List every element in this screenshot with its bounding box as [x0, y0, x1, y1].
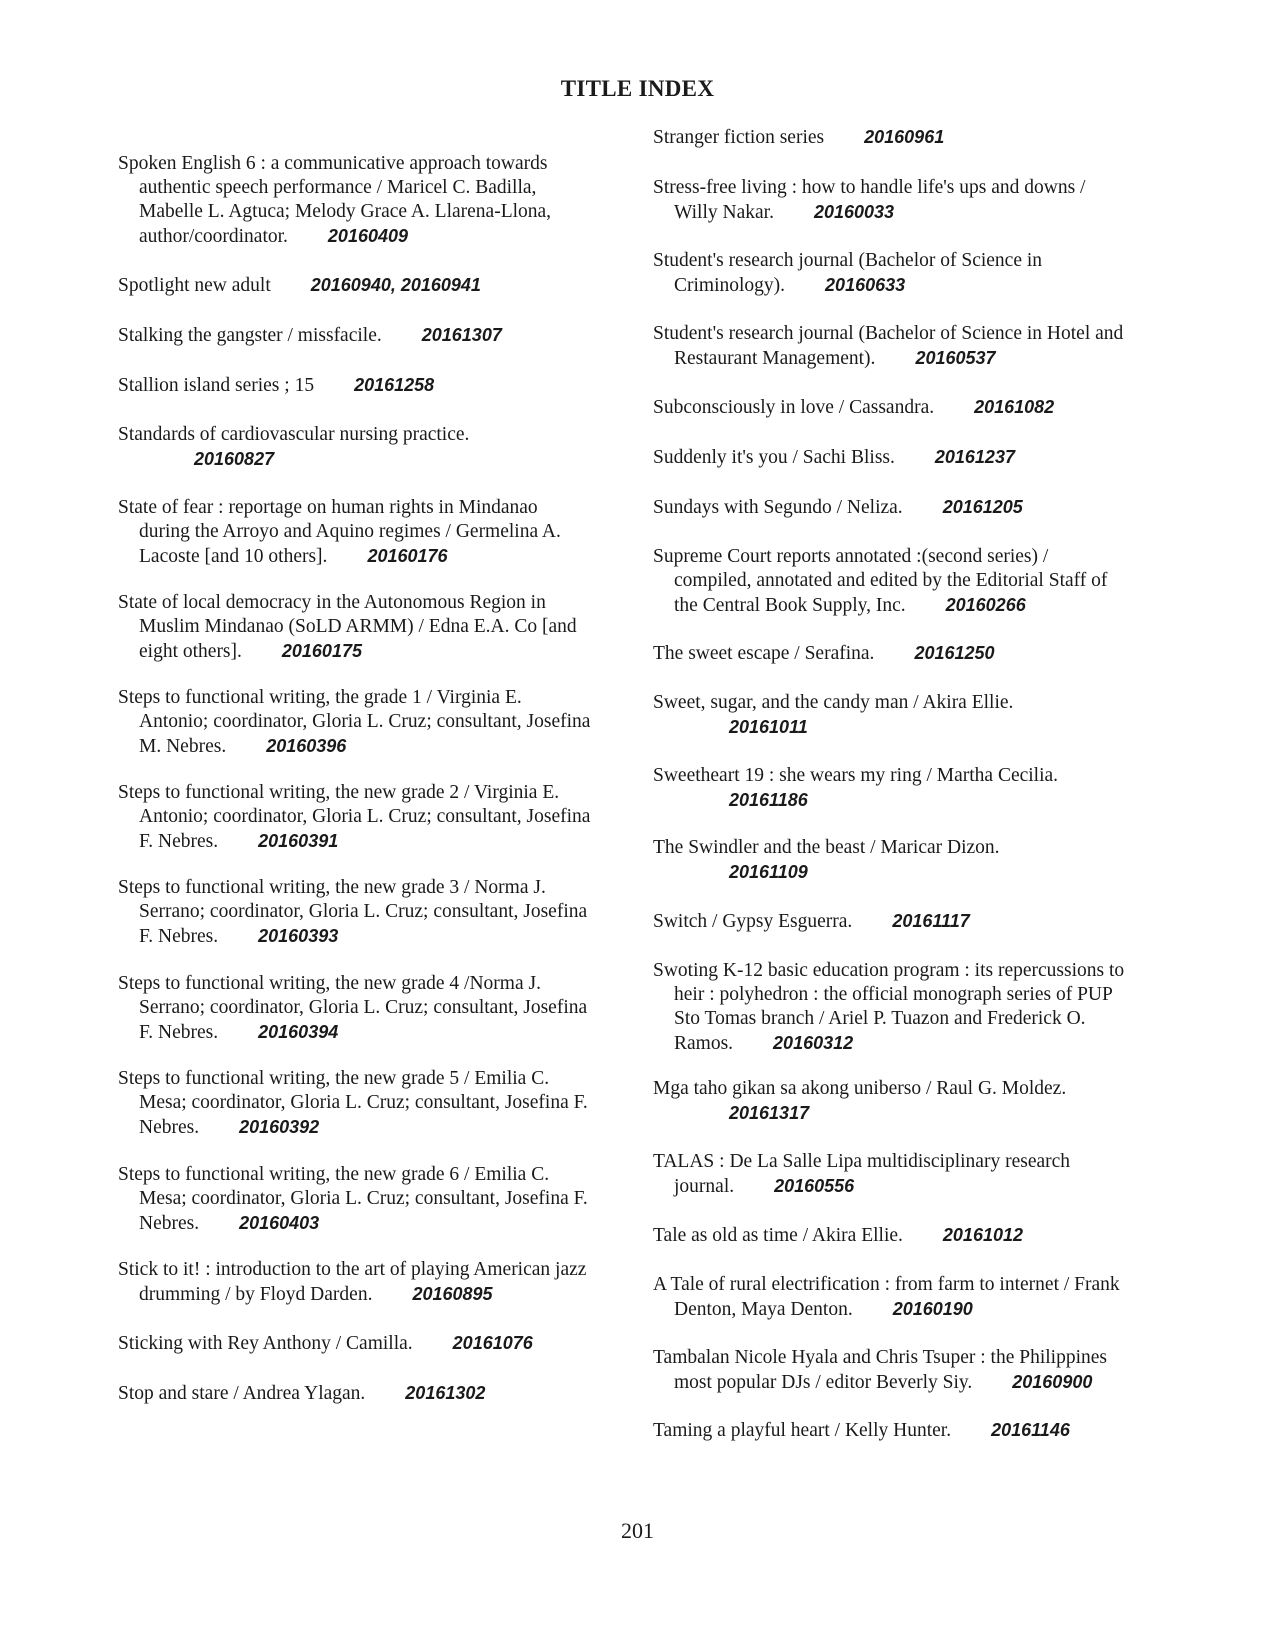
- entry-record-number: 20161205: [942, 497, 1023, 517]
- entry-title-text: Subconsciously in love / Cassandra.: [653, 397, 935, 418]
- index-entry: [653, 836, 1173, 885]
- entry-text-line: [118, 639, 628, 664]
- entry-text-line: [118, 152, 628, 176]
- entry-text-line: [118, 544, 628, 569]
- entry-record-number: 20161109: [729, 862, 808, 882]
- entry-text-line: [653, 1031, 1173, 1056]
- entry-text-line: [653, 1007, 1173, 1031]
- entry-text-line: [653, 322, 1173, 346]
- entry-record-number: 20160396: [266, 736, 347, 756]
- entry-title-text: The Swindler and the beast / Maricar Dizon.: [653, 837, 1000, 858]
- entry-title-text: Mesa; coordinator, Gloria L. Cruz; consultant, Josefina F.: [139, 1188, 588, 1209]
- entry-record-number: 20161186: [729, 790, 808, 810]
- index-entry: [118, 1381, 628, 1406]
- entry-title-text: Stop and stare / Andrea Ylagan.: [118, 1383, 366, 1404]
- index-entry: [653, 445, 1173, 470]
- entry-title-text: F. Nebres.: [139, 1022, 219, 1043]
- entry-title-text: Sweetheart 19 : she wears my ring / Martha Cecilia.: [653, 765, 1059, 786]
- entry-text-line: [653, 346, 1173, 371]
- entry-title-text: Tale as old as time / Akira Ellie.: [653, 1225, 903, 1246]
- entry-title-text: Criminology).: [674, 275, 786, 296]
- entry-text-line: [653, 1077, 1173, 1101]
- entry-title-text: A Tale of rural electrification : from farm to internet / Frank: [653, 1274, 1120, 1295]
- entry-title-text: F. Nebres.: [139, 926, 219, 947]
- entry-title-text: The sweet escape / Serafina.: [653, 643, 875, 664]
- entry-title-text: Stick to it! : introduction to the art of playing American jazz: [118, 1259, 587, 1280]
- entry-text-line: [118, 805, 628, 829]
- entry-record-number: 20160266: [945, 595, 1026, 615]
- entry-text-line: [118, 900, 628, 924]
- entry-text-line: [118, 781, 628, 805]
- index-entry: [653, 545, 1173, 618]
- entry-title-text: journal.: [674, 1176, 735, 1197]
- entry-number-line: [653, 1101, 1173, 1126]
- entry-title-text: Lacoste [and 10 others].: [139, 546, 328, 567]
- entry-text-line: [653, 569, 1173, 593]
- entry-text-line: [118, 1115, 628, 1140]
- index-entry: [118, 686, 628, 759]
- entry-record-number: 20160409: [327, 226, 409, 246]
- entry-record-number: 20161146: [991, 1420, 1070, 1440]
- index-entry: [118, 1163, 628, 1236]
- entry-title-text: State of fear : reportage on human rights in Mindanao: [118, 497, 538, 518]
- entry-record-number: 20160940, 20160941: [310, 275, 481, 295]
- entry-text-line: [118, 1187, 628, 1211]
- index-entry: [118, 423, 628, 472]
- entry-title-text: Supreme Court reports annotated :(second series) /: [653, 546, 1049, 567]
- entry-text-line: [653, 959, 1173, 983]
- entry-title-text: State of local democracy in the Autonomous Region in: [118, 592, 546, 613]
- entry-text-line: [653, 764, 1173, 788]
- entry-title-text: Willy Nakar.: [674, 202, 774, 223]
- index-entry: [653, 176, 1173, 225]
- entry-text-line: [653, 545, 1173, 569]
- index-entry: [653, 322, 1173, 371]
- index-entry: [653, 1150, 1173, 1199]
- entry-text-line: [118, 734, 628, 759]
- index-entry: [118, 152, 628, 249]
- entry-title-text: most popular DJs / editor Beverly Siy.: [674, 1372, 973, 1393]
- entry-text-line: [118, 224, 628, 249]
- entry-text-line: [653, 983, 1173, 1007]
- index-entry: [118, 373, 628, 398]
- entry-text-line: [653, 1174, 1173, 1199]
- index-entry: [653, 1223, 1173, 1248]
- index-entry: [653, 249, 1173, 298]
- entry-title-text: Sticking with Rey Anthony / Camilla.: [118, 1333, 413, 1354]
- entry-text-line: [118, 1331, 628, 1356]
- index-entry: [653, 959, 1173, 1056]
- entry-text-line: [653, 909, 1173, 934]
- entry-title-text: Ramos.: [674, 1033, 734, 1054]
- entry-title-text: eight others].: [139, 641, 242, 662]
- entry-text-line: [118, 176, 628, 200]
- entry-record-number: 20160556: [774, 1176, 855, 1196]
- entry-title-text: Stalking the gangster / missfacile.: [118, 325, 382, 346]
- index-entry: [118, 1258, 628, 1307]
- index-entry: [118, 876, 628, 949]
- entry-title-text: Student's research journal (Bachelor of Science in Hotel and: [653, 323, 1124, 344]
- entry-title-text: Steps to functional writing, the new grade 6 / Emilia C.: [118, 1164, 550, 1185]
- entry-text-line: [653, 1418, 1173, 1443]
- entry-title-text: Switch / Gypsy Esguerra.: [653, 911, 853, 932]
- entry-record-number: 20160403: [239, 1213, 320, 1233]
- entry-text-line: [653, 395, 1173, 420]
- entry-record-number: 20161082: [974, 397, 1055, 417]
- entry-record-number: 20160537: [915, 348, 996, 368]
- entry-record-number: 20160176: [367, 546, 448, 566]
- entry-text-line: [653, 176, 1173, 200]
- entry-record-number: 20161307: [421, 325, 502, 345]
- entry-record-number: 20160961: [864, 127, 945, 147]
- entry-record-number: 20160900: [1012, 1372, 1093, 1392]
- entry-text-line: [118, 423, 628, 447]
- entry-title-text: Denton, Maya Denton.: [674, 1299, 853, 1320]
- entry-title-text: Taming a playful heart / Kelly Hunter.: [653, 1420, 952, 1441]
- index-entry: [653, 641, 1173, 666]
- entry-text-line: [653, 1297, 1173, 1322]
- entry-title-text: Antonio; coordinator, Gloria L. Cruz; consultant, Josefina: [139, 806, 591, 827]
- entry-title-text: Stranger fiction series: [653, 127, 825, 148]
- entry-text-line: [118, 924, 628, 949]
- entry-record-number: 20160175: [281, 641, 362, 661]
- entry-title-text: F. Nebres.: [139, 831, 219, 852]
- index-entry: [118, 591, 628, 664]
- index-entry: [653, 1346, 1173, 1395]
- index-entry: [118, 781, 628, 854]
- entry-text-line: [118, 1067, 628, 1091]
- entry-text-line: [653, 445, 1173, 470]
- entry-title-text: Steps to functional writing, the new grade 5 / Emilia C.: [118, 1068, 550, 1089]
- entry-text-line: [118, 520, 628, 544]
- page-title: TITLE INDEX: [560, 76, 715, 101]
- entry-title-text: TALAS : De La Salle Lipa multidisciplinary research: [653, 1151, 1071, 1172]
- entry-record-number: 20161237: [934, 447, 1015, 467]
- entry-record-number: 20160033: [813, 202, 895, 222]
- entry-title-text: Steps to functional writing, the new grade 2 / Virginia E.: [118, 782, 560, 803]
- entry-title-text: compiled, annotated and edited by the Editorial Staff of: [674, 570, 1108, 591]
- index-entry: [118, 323, 628, 348]
- entry-text-line: [653, 1223, 1173, 1248]
- entry-title-text: Spoken English 6 : a communicative approach towards: [118, 153, 548, 174]
- entry-text-line: [118, 200, 628, 224]
- entry-title-text: author/coordinator.: [139, 226, 288, 247]
- entry-text-line: [653, 1346, 1173, 1370]
- entry-record-number: 20160827: [194, 449, 275, 469]
- entry-title-text: Steps to functional writing, the new grade 3 / Norma J.: [118, 877, 546, 898]
- entry-title-text: Steps to functional writing, the new grade 4 /Norma J.: [118, 973, 541, 994]
- entry-record-number: 20160393: [258, 926, 339, 946]
- entry-text-line: [118, 1258, 628, 1282]
- entry-text-line: [653, 1370, 1173, 1395]
- entry-text-line: [118, 1163, 628, 1187]
- entry-record-number: 20160394: [258, 1022, 339, 1042]
- entry-record-number: 20160190: [892, 1299, 973, 1319]
- entry-record-number: 20160895: [412, 1284, 493, 1304]
- index-entry: [653, 909, 1173, 934]
- entry-text-line: [653, 836, 1173, 860]
- entry-text-line: [118, 972, 628, 996]
- entry-text-line: [653, 249, 1173, 273]
- entry-text-line: [653, 593, 1173, 618]
- page-number: 201: [621, 1518, 654, 1543]
- entry-text-line: [118, 1020, 628, 1045]
- entry-text-line: [653, 200, 1173, 225]
- entry-title-text: Swoting K-12 basic education program : its repercussions to: [653, 960, 1125, 981]
- entry-text-line: [653, 691, 1173, 715]
- index-entry: [118, 496, 628, 569]
- index-entry: [653, 495, 1173, 520]
- entry-text-line: [653, 125, 1173, 150]
- entry-text-line: [653, 1150, 1173, 1174]
- entry-text-line: [118, 1282, 628, 1307]
- entry-text-line: [653, 273, 1173, 298]
- entry-text-line: [118, 323, 628, 348]
- entry-title-text: Serrano; coordinator, Gloria L. Cruz; consultant, Josefina: [139, 997, 588, 1018]
- entry-record-number: 20161258: [354, 375, 435, 395]
- entry-title-text: Nebres.: [139, 1213, 200, 1234]
- entry-text-line: [118, 1091, 628, 1115]
- entry-record-number: 20161250: [914, 643, 995, 663]
- entry-title-text: Serrano; coordinator, Gloria L. Cruz; consultant, Josefina: [139, 901, 588, 922]
- entry-record-number: 20161302: [405, 1383, 486, 1403]
- entry-title-text: Standards of cardiovascular nursing practice.: [118, 424, 470, 445]
- entry-text-line: [118, 710, 628, 734]
- index-entry: [653, 395, 1173, 420]
- entry-record-number: 20161012: [942, 1225, 1023, 1245]
- entry-record-number: 20160633: [825, 275, 906, 295]
- entry-title-text: authentic speech performance / Maricel C. Badilla,: [139, 177, 537, 198]
- entry-number-line: [118, 447, 628, 472]
- entry-title-text: Tambalan Nicole Hyala and Chris Tsuper : the Philippines: [653, 1347, 1107, 1368]
- entry-title-text: Mesa; coordinator, Gloria L. Cruz; consultant, Josefina F.: [139, 1092, 588, 1113]
- entry-text-line: [118, 591, 628, 615]
- entry-title-text: the Central Book Supply, Inc.: [674, 595, 906, 616]
- entry-title-text: during the Arroyo and Aquino regimes / Germelina A.: [139, 521, 561, 542]
- entry-title-text: drumming / by Floyd Darden.: [139, 1284, 373, 1305]
- entry-title-text: M. Nebres.: [139, 736, 227, 757]
- entry-title-text: Stress-free living : how to handle life's ups and downs /: [653, 177, 1086, 198]
- entry-title-text: Mabelle L. Agtuca; Melody Grace A. Llarena-Llona,: [139, 201, 552, 222]
- entry-text-line: [118, 996, 628, 1020]
- entry-text-line: [118, 373, 628, 398]
- index-entry: [118, 972, 628, 1045]
- entry-title-text: Sundays with Segundo / Neliza.: [653, 497, 903, 518]
- entry-title-text: Muslim Mindanao (SoLD ARMM) / Edna E.A. Co [and: [139, 616, 577, 637]
- entry-text-line: [653, 1273, 1173, 1297]
- entry-text-line: [118, 686, 628, 710]
- entry-text-line: [653, 495, 1173, 520]
- index-entry: [653, 764, 1173, 813]
- entry-text-line: [118, 273, 628, 298]
- entry-text-line: [653, 641, 1173, 666]
- index-entry: [653, 1077, 1173, 1126]
- entry-record-number: 20161117: [892, 911, 970, 931]
- index-entry: [118, 1331, 628, 1356]
- index-entry: [118, 273, 628, 298]
- entry-number-line: [653, 715, 1173, 740]
- entry-title-text: Sto Tomas branch / Ariel P. Tuazon and Frederick O.: [674, 1008, 1086, 1029]
- entry-title-text: Antonio; coordinator, Gloria L. Cruz; consultant, Josefina: [139, 711, 591, 732]
- index-entry: [653, 125, 1173, 150]
- entry-text-line: [118, 876, 628, 900]
- entry-title-text: Mga taho gikan sa akong uniberso / Raul G. Moldez.: [653, 1078, 1067, 1099]
- entry-number-line: [653, 860, 1173, 885]
- entry-record-number: 20160312: [773, 1033, 854, 1053]
- entry-title-text: Nebres.: [139, 1117, 200, 1138]
- entry-text-line: [118, 829, 628, 854]
- index-entry: [653, 691, 1173, 740]
- entry-text-line: [118, 1381, 628, 1406]
- entry-text-line: [118, 1211, 628, 1236]
- entry-number-line: [653, 788, 1173, 813]
- entry-record-number: 20160391: [258, 831, 339, 851]
- entry-title-text: Restaurant Management).: [674, 348, 876, 369]
- entry-text-line: [118, 496, 628, 520]
- entry-record-number: 20161317: [729, 1103, 810, 1123]
- index-entry: [118, 1067, 628, 1140]
- entry-title-text: Student's research journal (Bachelor of Science in: [653, 250, 1043, 271]
- entry-title-text: Stallion island series ; 15: [118, 375, 315, 396]
- entry-title-text: Sweet, sugar, and the candy man / Akira Ellie.: [653, 692, 1014, 713]
- entry-record-number: 20161011: [729, 717, 808, 737]
- entry-record-number: 20160392: [239, 1117, 320, 1137]
- entry-title-text: Spotlight new adult: [118, 275, 271, 296]
- entry-record-number: 20161076: [452, 1333, 533, 1353]
- entry-title-text: heir : polyhedron : the official monograph series of PUP: [674, 984, 1113, 1005]
- index-entry: [653, 1273, 1173, 1322]
- entry-title-text: Suddenly it's you / Sachi Bliss.: [653, 447, 895, 468]
- entry-text-line: [118, 615, 628, 639]
- entry-title-text: Steps to functional writing, the grade 1 / Virginia E.: [118, 687, 522, 708]
- index-entry: [653, 1418, 1173, 1443]
